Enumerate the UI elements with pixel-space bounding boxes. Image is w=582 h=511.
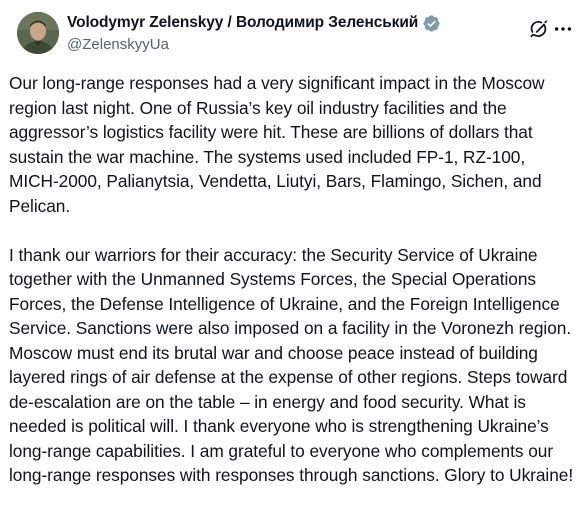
display-name[interactable]: Volodymyr Zelenskyy / Володимир Зеленський	[67, 14, 419, 31]
tweet-paragraph-1: Our long-range responses had a very significant impact in the Moscow region last night. One of Russia’s key oil industry facilities and the aggressor’s logistics facility were hit. These are billions of dollars that sustain the war machine. The systems used included FP-1, RZ-100, MICH-2000, Palianytsia, Vendetta, Liutyi, Bars, Flamingo, Sichen, and Pelican.	[9, 73, 545, 216]
more-icon[interactable]	[552, 18, 574, 40]
tweet-text	[9, 71, 575, 488]
author-names	[67, 13, 514, 55]
handle[interactable]: @ZelenskyyUa	[67, 36, 169, 53]
avatar[interactable]	[17, 12, 59, 54]
tweet-paragraph-2: I thank our warriors for their accuracy: the Security Service of Ukraine together with the Unmanned Systems Forces, the Special Operations Forces, the Defense Intelligence of Ukraine, and the Foreign Intelligence Service. Sanctions were also imposed on a facility in the Voronezh region. Moscow must end its brutal war and choose peace instead of building layered rings of air defense at the expense of other regions. Steps toward de-escalation are on the table – in energy and food security. What is needed is political will. I thank everyone who is strengthening Ukraine’s long-range capabilities. I am grateful to everyone who complements our long-range responses with responses through sanctions. Glory to Ukraine!	[9, 244, 574, 485]
grok-icon[interactable]	[528, 18, 550, 40]
tweet-header	[8, 0, 574, 70]
verified-badge-icon[interactable]	[422, 14, 441, 33]
avatar-image	[17, 12, 59, 54]
display-name-row	[67, 13, 514, 33]
